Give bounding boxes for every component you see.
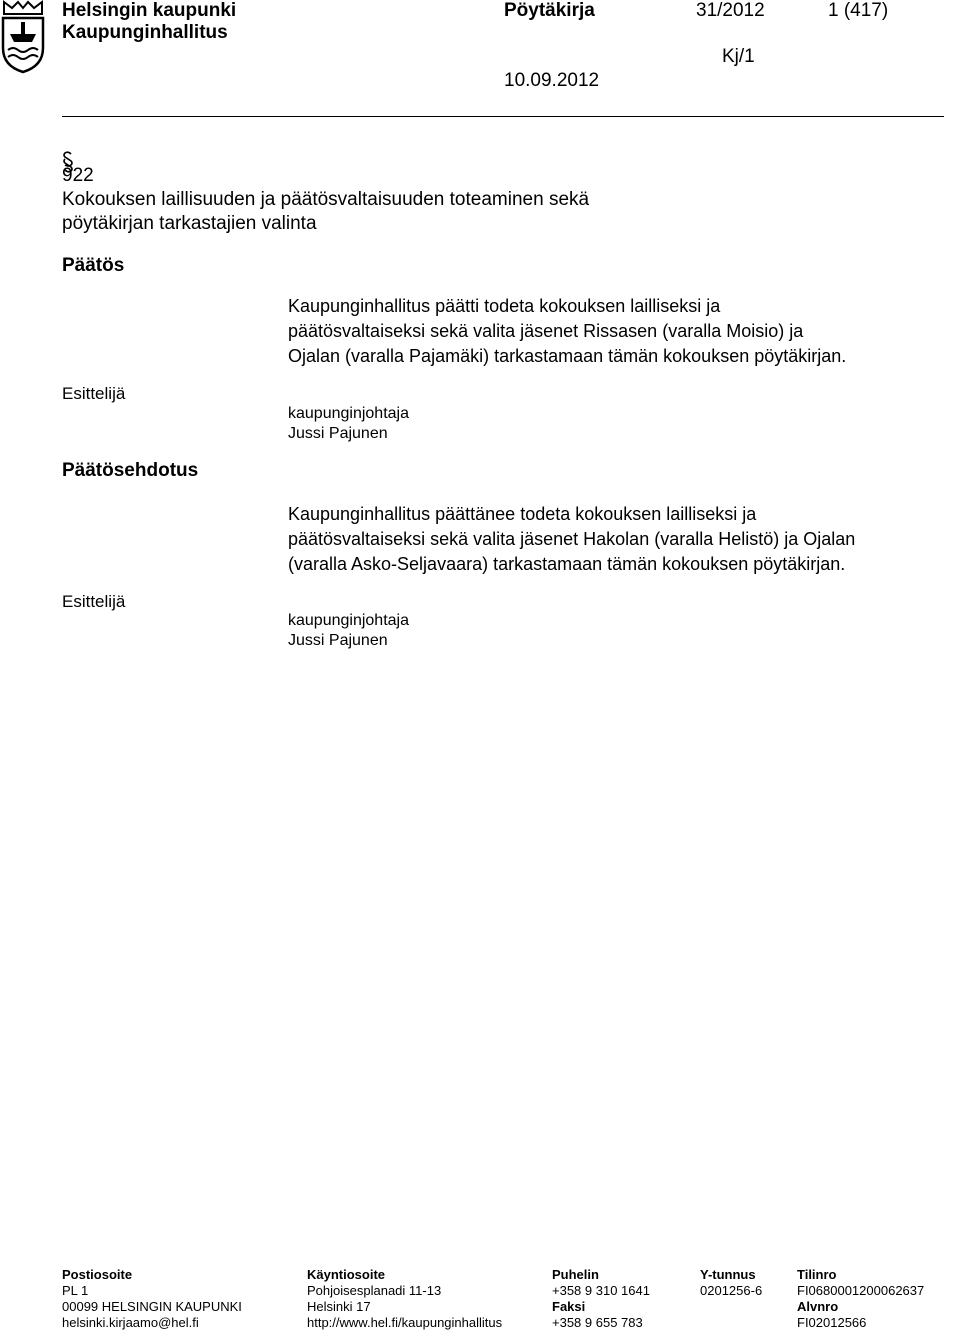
footer-postal-line-1: PL 1: [62, 1283, 89, 1298]
decision-presenter-label: Esittelijä: [62, 384, 126, 403]
footer-business-id-heading: Y-tunnus: [700, 1267, 756, 1282]
meeting-date: 10.09.2012: [504, 70, 600, 91]
footer-website: http://www.hel.fi/kaupunginhallitus: [307, 1315, 503, 1330]
proposal-presenter-name: Jussi Pajunen: [288, 632, 388, 649]
footer-account-heading: Tilinro: [797, 1267, 837, 1282]
decision-text-line-3: Ojalan (varalla Pajamäki) tarkastamaan tämän kokouksen pöytäkirjan.: [288, 346, 847, 366]
decision-text-line-1: Kaupunginhallitus päätti todeta kokouksen lailliseksi ja: [288, 296, 721, 316]
proposal-heading: Päätösehdotus: [62, 460, 199, 481]
decision-heading: Päätös: [62, 255, 125, 276]
footer-phone: +358 9 310 1641: [552, 1283, 650, 1298]
footer-fax-heading: Faksi: [552, 1299, 586, 1314]
footer-visiting-line-2: Helsinki 17: [307, 1299, 371, 1314]
proposal-text-line-3: (varalla Asko-Seljavaara) tarkastamaan tämän kokouksen pöytäkirjan.: [288, 554, 846, 574]
footer-account: FI0680001200062637: [797, 1283, 925, 1298]
footer-fax: +358 9 655 783: [552, 1315, 643, 1330]
organization-name: Helsingin kaupunki: [62, 0, 237, 21]
footer-postal-heading: Postiosoite: [62, 1267, 133, 1282]
header-divider: [62, 116, 944, 117]
document-number: 31/2012: [696, 0, 765, 21]
footer-postal-line-2: 00099 HELSINGIN KAUPUNKI: [62, 1299, 242, 1314]
proposal-presenter-title: kaupunginjohtaja: [288, 612, 409, 629]
decision-text-line-2: päätösvaltaiseksi sekä valita jäsenet Rissasen (varalla Moisio) ja: [288, 321, 804, 341]
proposal-text-line-2: päätösvaltaiseksi sekä valita jäsenet Hakolan (varalla Helistö) ja Ojalan: [288, 529, 856, 549]
item-number: 922: [62, 165, 94, 186]
proposal-presenter-label: Esittelijä: [62, 592, 126, 611]
page-count: 1 (417): [828, 0, 889, 21]
item-reference: Kj/1: [722, 46, 755, 67]
footer-vat: FI02012566: [797, 1315, 867, 1330]
decision-presenter-name: Jussi Pajunen: [288, 425, 388, 442]
proposal-text-line-1: Kaupunginhallitus päättänee todeta kokouksen lailliseksi ja: [288, 504, 757, 524]
body-name: Kaupunginhallitus: [62, 22, 228, 43]
footer-vat-heading: Alvnro: [797, 1299, 839, 1314]
footer-email: helsinki.kirjaamo@hel.fi: [62, 1315, 199, 1330]
footer-visiting-line-1: Pohjoisesplanadi 11-13: [307, 1283, 442, 1298]
footer-phone-heading: Puhelin: [552, 1267, 599, 1282]
document-type: Pöytäkirja: [504, 0, 595, 21]
footer-business-id: 0201256-6: [700, 1283, 763, 1298]
decision-presenter-title: kaupunginjohtaja: [288, 405, 409, 422]
item-title-line-1: Kokouksen laillisuuden ja päätösvaltaisuuden toteaminen sekä: [62, 189, 590, 210]
item-title-line-2: pöytäkirjan tarkastajien valinta: [62, 213, 317, 234]
helsinki-coat-of-arms-icon: [0, 0, 46, 74]
footer-visiting-heading: Käyntiosoite: [307, 1267, 386, 1282]
